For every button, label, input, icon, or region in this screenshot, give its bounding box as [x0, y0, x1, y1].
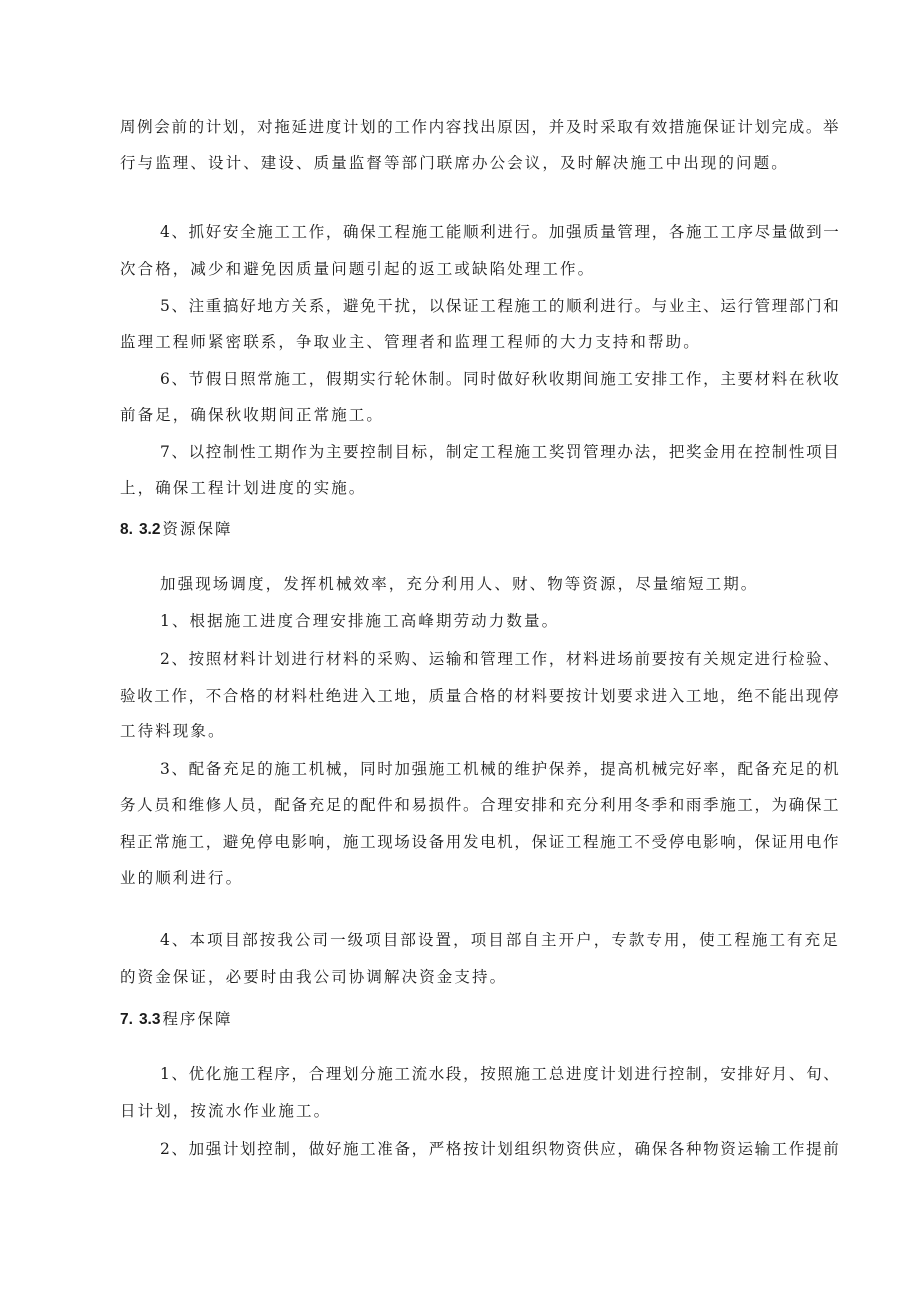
paragraph-line: 程正常施工，避免停电影响，施工现场设备用发电机，保证工程施工不受停电影响，保证用电作	[120, 833, 841, 851]
paragraph-line: 次合格，减少和避免因质量问题引起的返工或缺陷处理工作。	[120, 260, 596, 278]
paragraph-line: 5、注重搞好地方关系，避免干扰，以保证工程施工的顺利进行。与业主、运行管理部门和	[160, 297, 841, 315]
paragraph-line: 2、按照材料计划进行材料的采购、运输和管理工作，材料进场前要按有关规定进行检验、	[160, 650, 841, 668]
paragraph-line: 4、本项目部按我公司一级项目部设置，项目部自主开户，专款专用，使工程施工有充足	[160, 931, 840, 949]
paragraph-line: 前备足，确保秋收期间正常施工。	[120, 406, 385, 424]
paragraph-line: 的资金保证，必要时由我公司协调解决资金支持。	[120, 968, 508, 986]
heading-number: 3.3	[138, 1011, 161, 1028]
section-heading-resource	[120, 519, 233, 540]
paragraph-line: 工待料现象。	[120, 722, 226, 740]
paragraph-line: 行与监理、设计、建设、质量监督等部门联席办公会议，及时解决施工中出现的问题。	[120, 154, 789, 172]
paragraph-line: 6、节假日照常施工，假期实行轮休制。同时做好秋收期间施工安排工作，主要材料在秋收	[160, 370, 841, 388]
heading-prefix: 7.	[120, 1011, 133, 1028]
paragraph-line: 监理工程师紧密联系，争取业主、管理者和监理工程师的大力支持和帮助。	[120, 333, 701, 351]
paragraph-line: 7、以控制性工期作为主要控制目标，制定工程施工奖罚管理办法，把奖金用在控制性项目	[160, 443, 841, 461]
paragraph-line: 业的顺利进行。	[120, 869, 244, 887]
paragraph-line: 周例会前的计划，对拖延进度计划的工作内容找出原因，并及时采取有效措施保证计划完成。举	[120, 118, 841, 136]
heading-prefix: 8.	[120, 521, 133, 538]
paragraph-line: 3、配备充足的施工机械，同时加强施工机械的维护保养，提高机械完好率，配备充足的机	[160, 760, 841, 778]
paragraph-line: 务人员和维修人员，配备充足的配件和易损件。合理安排和充分利用冬季和雨季施工，为确保工	[120, 796, 841, 814]
paragraph-line: 日计划，按流水作业施工。	[120, 1102, 332, 1120]
paragraph-line: 加强现场调度，发挥机械效率，充分利用人、财、物等资源，尽量缩短工期。	[160, 575, 759, 593]
paragraph-line: 2、加强计划控制，做好施工准备，严格按计划组织物资供应，确保各种物资运输工作提前	[160, 1140, 841, 1158]
heading-title: 资源保障	[162, 520, 233, 538]
paragraph-line: 1、优化施工程序，合理划分施工流水段，按照施工总进度计划进行控制，安排好月、旬、	[160, 1065, 841, 1083]
section-heading-procedure	[120, 1009, 233, 1030]
paragraph-line: 1、根据施工进度合理安排施工高峰期劳动力数量。	[160, 612, 560, 630]
heading-title: 程序保障	[162, 1010, 233, 1028]
paragraph-line: 上，确保工程计划进度的实施。	[120, 479, 367, 497]
heading-number: 3.2	[138, 521, 161, 538]
paragraph-line: 4、抓好安全施工工作，确保工程施工能顺利进行。加强质量管理，各施工工序尽量做到一	[160, 223, 841, 241]
paragraph-line: 验收工作，不合格的材料杜绝进入工地，质量合格的材料要按计划要求进入工地，绝不能出现停	[120, 687, 841, 705]
